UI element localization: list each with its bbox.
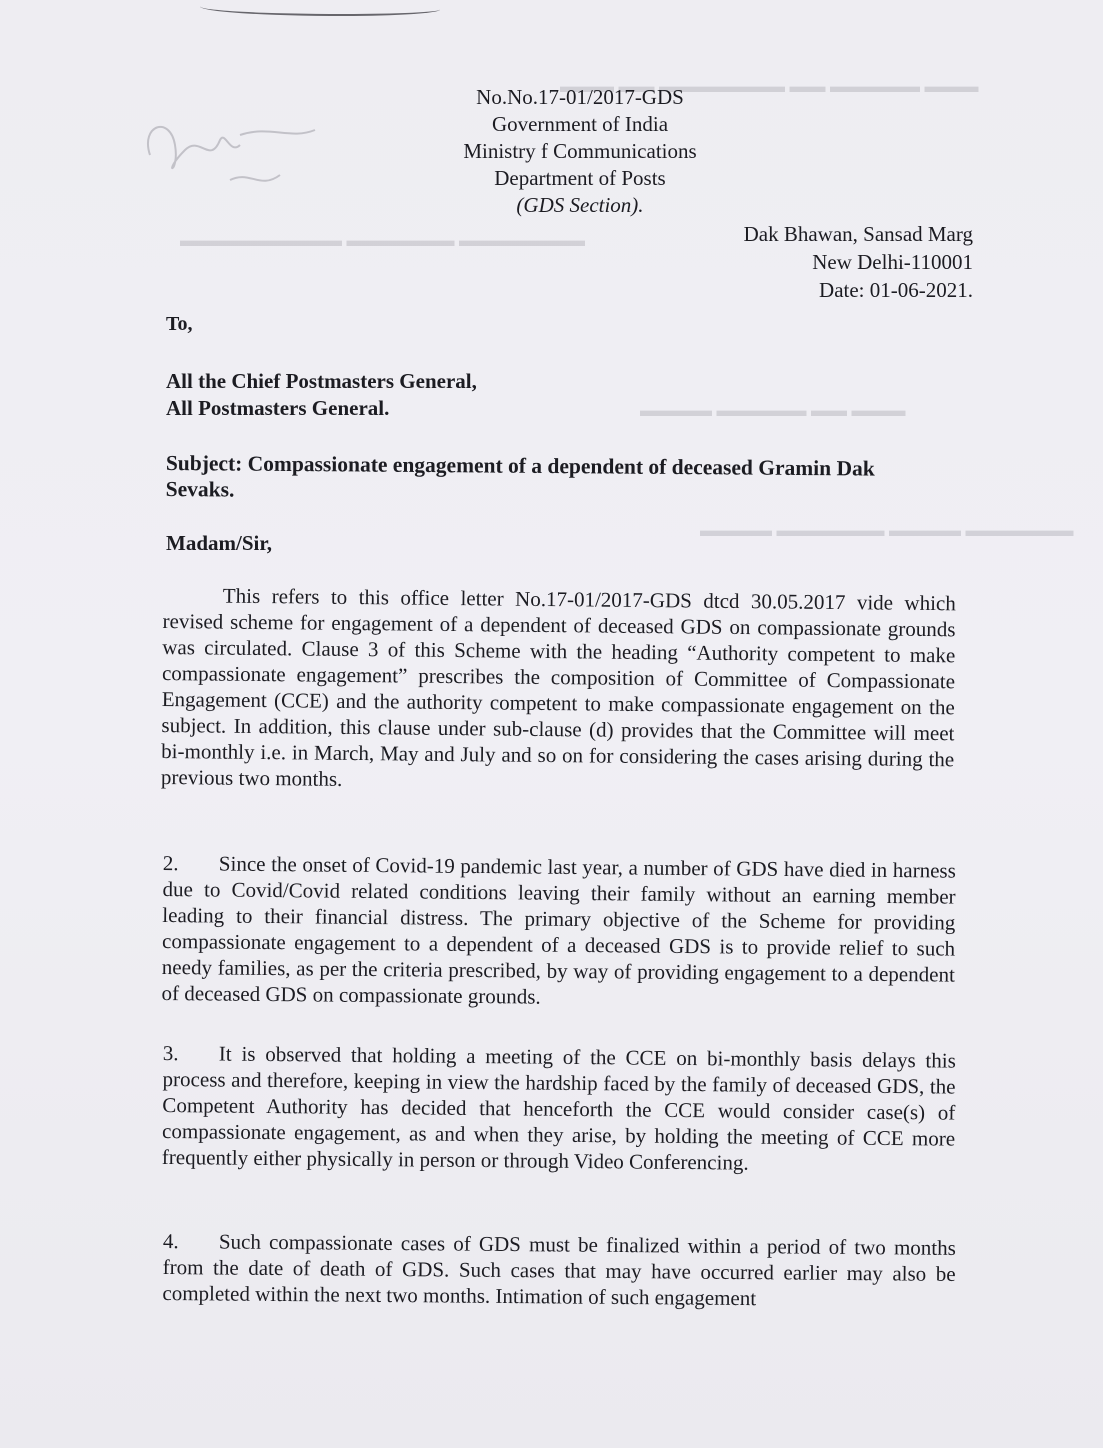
paragraph-2 (162, 850, 956, 1014)
letter-header (380, 84, 780, 219)
paragraph-1 (161, 582, 956, 798)
letter-date: Date: 01-06-2021. (819, 278, 973, 302)
salutation: Madam/Sir, (166, 531, 272, 555)
paragraph-number: 3. (162, 1041, 179, 1066)
paragraph-4-text: Such compassionate cases of GDS must be finalized within a period of two months from the date of death of GDS. Such cases that may have occurred earlier may also be completed within the next two months. Intimation of such engagement (162, 1229, 956, 1311)
paragraph-3 (162, 1040, 956, 1178)
bleed-through-text: ▬▬▬ ▬▬ ▬▬▬▬▬ ▬▬▬▬ (640, 400, 906, 420)
recipient-line: All Postmasters General. (166, 396, 390, 420)
paragraph-number: 2. (162, 850, 179, 876)
scan-edge-mark (200, 0, 440, 16)
address-line-2: New Delhi-110001 (812, 250, 973, 274)
paragraph-3-text: It is observed that holding a meeting of the CCE on bi-monthly basis delays this process and therefore, keeping in view the hardship faced by the family of deceased GDS, the Competent Authority has decided that henceforth the CCE would consider case(s) of compassionate engagement, as and when they arise, by holding the meeting of CCE more frequently either physically in person or through Video Conferencing. (161, 1041, 956, 1175)
file-number: No.No.17-01/2017-GDS (476, 85, 684, 109)
bleed-through-text: ▬▬▬▬▬▬ ▬▬▬▬ ▬▬▬▬▬▬ ▬▬▬▬ (700, 520, 1074, 540)
to-label: To, (166, 313, 193, 335)
department-name: Department of Posts (494, 166, 666, 190)
subject-line: Subject: Compassionate engagement of a dependent of deceased Gramin Dak Sevaks. (165, 450, 875, 502)
government-name: Government of India (491, 112, 669, 136)
paragraph-2-text: Since the onset of Covid-19 pandemic last year, a number of GDS have died in harness due to Covid/Covid related conditions leaving their family without an earning member leading to their financial distress. The primary objective of the Scheme for providing compassionate engagement to a dependent of a deceased GDS is to provide relief to such needy families, as per the criteria prescribed, by way of providing engagement to a dependent of deceased GDS on compassionate grounds. (161, 851, 956, 1009)
bleed-through-text: ▬▬▬ ▬▬▬▬▬ ▬▬ ▬▬▬▬▬▬▬ ▬▬ ▬▬▬ (560, 76, 979, 96)
paragraph-4 (162, 1228, 956, 1313)
bleed-through-text: ▬▬▬▬▬▬▬ ▬▬▬▬▬▬ ▬▬▬▬▬▬▬▬▬ (180, 230, 585, 250)
paragraph-number: 4. (162, 1229, 179, 1254)
paragraph-1-text: This refers to this office letter No.17-01/2017-GDS dtcd 30.05.2017 vide which revised scheme for engagement of a dependent of deceased GDS on compassionate grounds was circulated. Clause 3 of this Scheme with the heading “Authority competent to make compassionate engagement” prescribes the composition of Committee of Compassionate Engagement (CCE) and the authority competent to make compassionate engagement on the subject. In addition, this clause under sub-clause (d) provides that the Committee will meet bi-monthly i.e. in March, May and July and so on for considering the cases arising during the previous two months. (160, 583, 956, 791)
recipients-block (166, 368, 477, 422)
signature-mark (130, 95, 330, 205)
ministry-name: Ministry f Communications (463, 139, 697, 163)
recipient-line: All the Chief Postmasters General, (166, 369, 477, 393)
sender-address (744, 220, 973, 304)
address-line-1: Dak Bhawan, Sansad Marg (743, 222, 973, 246)
section-name: (GDS Section). (516, 193, 644, 217)
